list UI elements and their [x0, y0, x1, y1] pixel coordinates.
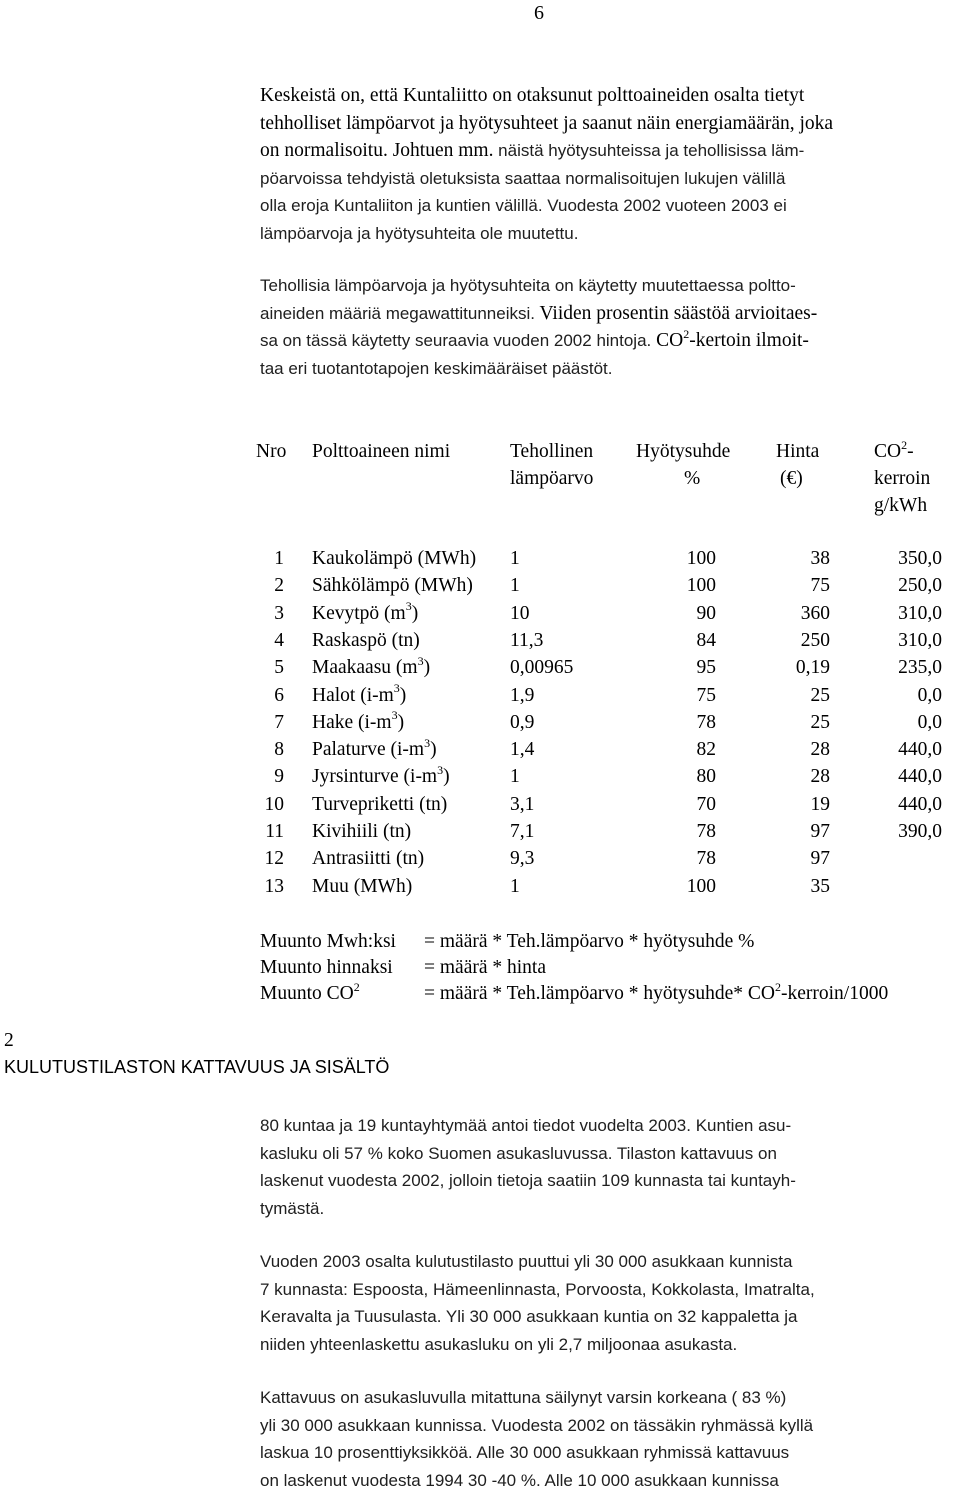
header-teh-2: lämpöarvo — [510, 465, 593, 492]
row-hinta: 0,19 — [740, 654, 830, 681]
row-name-text: Kivihiili (tn) — [312, 821, 411, 842]
row-hyot: 84 — [660, 627, 716, 654]
row-co2: 390,0 — [850, 818, 942, 845]
row-nro: 8 — [256, 736, 284, 763]
header-hyot-1: Hyötysuhde — [636, 438, 730, 465]
row-hinta: 38 — [740, 545, 830, 572]
row-nro: 13 — [256, 873, 284, 900]
row-nro: 7 — [256, 709, 284, 736]
row-name — [312, 654, 430, 681]
row-name-text: Sähkölämpö (MWh) — [312, 575, 473, 596]
intro-line-3-sans: näistä hyötysuhteissa ja tehollisissa läm- — [493, 141, 804, 160]
row-hinta: 35 — [740, 873, 830, 900]
row-co2: 440,0 — [850, 763, 942, 790]
formula-mwh-label: Muunto Mwh:ksi — [260, 929, 424, 955]
row-co2: 440,0 — [850, 736, 942, 763]
formula-mwh-expr: = määrä * Teh.lämpöarvo * hyötysuhde % — [424, 931, 754, 952]
formula-mwh — [260, 929, 754, 955]
row-hyot: 100 — [660, 873, 716, 900]
row-name — [312, 600, 418, 627]
header-hinta-2: (€) — [780, 465, 803, 492]
row-name-sup: 3 — [394, 681, 400, 695]
intro-line-4: pöarvoissa tehdyistä oletuksista saattaa normalisoitujen lukujen välillä — [260, 165, 950, 193]
body-paragraph-3 — [260, 1384, 950, 1494]
second-line-4: taa eri tuotantotapojen keskimääräiset päästöt. — [260, 355, 950, 383]
row-name-text: Hake (i-m — [312, 712, 392, 733]
row-hinta: 97 — [740, 845, 830, 872]
header-name: Polttoaineen nimi — [312, 438, 450, 465]
row-name — [312, 627, 420, 654]
section-title: KULUTUSTILASTON KATTAVUUS JA SISÄLTÖ — [4, 1057, 389, 1078]
row-co2: 310,0 — [850, 627, 942, 654]
row-name-tail: ) — [400, 685, 407, 706]
table-row — [0, 572, 960, 599]
row-nro: 11 — [256, 818, 284, 845]
intro-line-1: Keskeistä on, että Kuntaliitto on otaksunut polttoaineiden osalta tietyt — [260, 82, 950, 110]
formula-price-label: Muunto hinnaksi — [260, 955, 424, 981]
second-line-1: Tehollisia lämpöarvoja ja hyötysuhteita on käytetty muutettaessa poltto- — [260, 272, 950, 300]
formula-price — [260, 955, 546, 981]
row-hyot: 75 — [660, 682, 716, 709]
row-nro: 4 — [256, 627, 284, 654]
row-name-tail: ) — [398, 712, 405, 733]
row-name-tail: ) — [424, 657, 431, 678]
table-row — [0, 682, 960, 709]
row-name — [312, 709, 404, 736]
row-co2: 440,0 — [850, 791, 942, 818]
formula-co2-expr-tail: -kerroin/1000 — [781, 983, 888, 1004]
row-name-text: Raskaspö (tn) — [312, 630, 420, 651]
row-name-sup: 3 — [437, 763, 443, 777]
formula-co2 — [260, 981, 888, 1007]
second-paragraph — [260, 272, 950, 382]
row-hinta: 75 — [740, 572, 830, 599]
formula-co2-expr: = määrä * Teh.lämpöarvo * hyötysuhde* CO — [424, 983, 775, 1004]
row-hinta: 25 — [740, 682, 830, 709]
row-nro: 12 — [256, 845, 284, 872]
row-teh: 3,1 — [510, 791, 534, 818]
formula-co2-label-text: Muunto CO — [260, 983, 354, 1004]
row-hinta: 28 — [740, 763, 830, 790]
header-co2-1 — [874, 438, 914, 465]
row-name — [312, 682, 406, 709]
row-name-sup: 3 — [424, 736, 430, 750]
row-name-text: Jyrsinturve (i-m — [312, 766, 437, 787]
second-line-3-sup: 2 — [683, 327, 689, 341]
row-name-text: Muu (MWh) — [312, 876, 412, 897]
row-co2: 235,0 — [850, 654, 942, 681]
header-teh-1: Tehollinen — [510, 438, 593, 465]
row-teh: 1 — [510, 873, 520, 900]
section-number: 2 — [4, 1030, 14, 1052]
row-name — [312, 763, 450, 790]
row-co2: 350,0 — [850, 545, 942, 572]
row-hyot: 95 — [660, 654, 716, 681]
row-teh: 1 — [510, 763, 520, 790]
row-nro: 2 — [256, 572, 284, 599]
row-name — [312, 873, 412, 900]
table-row — [0, 627, 960, 654]
row-hyot: 70 — [660, 791, 716, 818]
row-nro: 1 — [256, 545, 284, 572]
row-name-text: Antrasiitti (tn) — [312, 848, 424, 869]
body-paragraph-2 — [260, 1248, 950, 1358]
intro-paragraph — [260, 82, 950, 247]
row-teh: 10 — [510, 600, 530, 627]
row-nro: 5 — [256, 654, 284, 681]
row-co2: 310,0 — [850, 600, 942, 627]
row-name — [312, 845, 424, 872]
body-1-line-2: kasluku oli 57 % koko Suomen asukasluvussa. Tilaston kattavuus on — [260, 1140, 950, 1168]
row-hyot: 78 — [660, 818, 716, 845]
row-name — [312, 545, 476, 572]
page-number: 6 — [534, 2, 544, 25]
row-co2: 0,0 — [850, 682, 942, 709]
body-3-line-2: yli 30 000 asukkaan kunnissa. Vuodesta 2002 on tässäkin ryhmässä kyllä — [260, 1412, 950, 1440]
second-line-2 — [260, 300, 950, 328]
row-name-text: Palaturve (i-m — [312, 739, 424, 760]
body-2-line-4: niiden yhteenlaskettu asukasluku on yli 2,7 miljoonaa asukasta. — [260, 1331, 950, 1359]
header-hinta-1: Hinta — [776, 438, 819, 465]
row-name-sup: 3 — [392, 708, 398, 722]
table-row — [0, 873, 960, 900]
row-name-sup: 3 — [418, 654, 424, 668]
row-hyot: 78 — [660, 709, 716, 736]
row-hinta: 28 — [740, 736, 830, 763]
row-hyot: 100 — [660, 572, 716, 599]
row-name-text: Kevytpö (m — [312, 603, 406, 624]
table-row — [0, 791, 960, 818]
row-hinta: 360 — [740, 600, 830, 627]
row-co2: 250,0 — [850, 572, 942, 599]
body-2-line-3: Keravalta ja Tuusulasta. Yli 30 000 asukkaan kuntia on 32 kappaletta ja — [260, 1303, 950, 1331]
table-row — [0, 600, 960, 627]
row-co2: 0,0 — [850, 709, 942, 736]
table-row — [0, 709, 960, 736]
body-3-line-3: laskua 10 prosenttiyksikköä. Alle 30 000 asukkaan ryhmissä kattavuus — [260, 1439, 950, 1467]
header-co2-2: kerroin — [874, 465, 930, 492]
row-hinta: 250 — [740, 627, 830, 654]
formula-co2-expr-sup: 2 — [775, 980, 781, 994]
formula-price-expr: = määrä * hinta — [424, 957, 546, 978]
header-nro: Nro — [256, 438, 286, 465]
second-line-3 — [260, 327, 950, 355]
row-nro: 10 — [256, 791, 284, 818]
second-line-2-serif: Viiden prosentin säästöä arvioitaes- — [535, 303, 817, 324]
body-1-line-1: 80 kuntaa ja 19 kuntayhtymää antoi tiedot vuodelta 2003. Kuntien asu- — [260, 1112, 950, 1140]
second-line-3-sans: sa on tässä käytetty seuraavia vuoden 2002 hintoja. — [260, 331, 651, 350]
row-teh: 0,00965 — [510, 654, 573, 681]
row-name — [312, 791, 447, 818]
row-nro: 3 — [256, 600, 284, 627]
row-nro: 9 — [256, 763, 284, 790]
row-teh: 1 — [510, 545, 520, 572]
row-name-tail: ) — [430, 739, 437, 760]
table-row — [0, 763, 960, 790]
row-teh: 1,4 — [510, 736, 534, 763]
body-3-line-4: on laskenut vuodesta 1994 30 -40 %. Alle 10 000 asukkaan kunnissa — [260, 1467, 950, 1494]
second-line-3-co: CO — [651, 330, 683, 351]
table-row — [0, 545, 960, 572]
body-2-line-2: 7 kunnasta: Espoosta, Hämeenlinnasta, Porvoosta, Kokkolasta, Imatralta, — [260, 1276, 950, 1304]
table-row — [0, 736, 960, 763]
body-2-line-1: Vuoden 2003 osalta kulutustilasto puuttui yli 30 000 asukkaan kunnista — [260, 1248, 950, 1276]
intro-line-3-serif: on normalisoitu. Johtuen mm. — [260, 140, 493, 161]
body-3-line-1: Kattavuus on asukasluvulla mitattuna säilynyt varsin korkeana ( 83 %) — [260, 1384, 950, 1412]
formula-co2-label-sup: 2 — [354, 980, 360, 994]
row-name-text: Halot (i-m — [312, 685, 394, 706]
row-hyot: 90 — [660, 600, 716, 627]
body-1-line-3: laskenut vuodesta 2002, jolloin tietoja saatiin 109 kunnasta tai kuntayh- — [260, 1167, 950, 1195]
second-line-3-serif — [651, 330, 809, 351]
row-teh: 0,9 — [510, 709, 534, 736]
row-teh: 7,1 — [510, 818, 534, 845]
row-hinta: 25 — [740, 709, 830, 736]
row-hyot: 80 — [660, 763, 716, 790]
row-name-text: Maakaasu (m — [312, 657, 418, 678]
row-name-text: Kaukolämpö (MWh) — [312, 548, 476, 569]
header-co2-dash: - — [907, 441, 914, 462]
row-name-tail: ) — [443, 766, 450, 787]
row-hinta: 97 — [740, 818, 830, 845]
row-teh: 1 — [510, 572, 520, 599]
body-1-line-4: tymästä. — [260, 1195, 950, 1223]
intro-line-2: tehholliset lämpöarvot ja hyötysuhteet ja saanut näin energiamäärän, joka — [260, 110, 950, 138]
second-line-2-sans: aineiden määriä megawattitunneiksi. — [260, 304, 535, 323]
row-hinta: 19 — [740, 791, 830, 818]
row-teh: 9,3 — [510, 845, 534, 872]
row-name — [312, 572, 473, 599]
row-hyot: 78 — [660, 845, 716, 872]
table-row — [0, 818, 960, 845]
formula-co2-label — [260, 981, 424, 1007]
intro-line-5: olla eroja Kuntaliiton ja kuntien välillä. Vuodesta 2002 vuoteen 2003 ei — [260, 192, 950, 220]
header-co2-3: g/kWh — [874, 492, 927, 519]
row-name — [312, 736, 437, 763]
row-name-tail: ) — [412, 603, 419, 624]
header-hyot-2: % — [684, 465, 700, 492]
row-nro: 6 — [256, 682, 284, 709]
second-line-3-tail: -kertoin ilmoit- — [689, 330, 809, 351]
body-paragraph-1 — [260, 1112, 950, 1222]
row-name-text: Turvepriketti (tn) — [312, 794, 447, 815]
row-hyot: 82 — [660, 736, 716, 763]
table-row — [0, 654, 960, 681]
header-co2-co: CO — [874, 441, 901, 462]
row-hyot: 100 — [660, 545, 716, 572]
table-row — [0, 845, 960, 872]
row-name-sup: 3 — [406, 599, 412, 613]
intro-line-3 — [260, 137, 950, 165]
row-teh: 1,9 — [510, 682, 534, 709]
row-teh: 11,3 — [510, 627, 543, 654]
intro-line-6: lämpöarvoja ja hyötysuhteita ole muutettu. — [260, 220, 950, 248]
row-name — [312, 818, 411, 845]
header-co2-sup: 2 — [901, 438, 907, 452]
